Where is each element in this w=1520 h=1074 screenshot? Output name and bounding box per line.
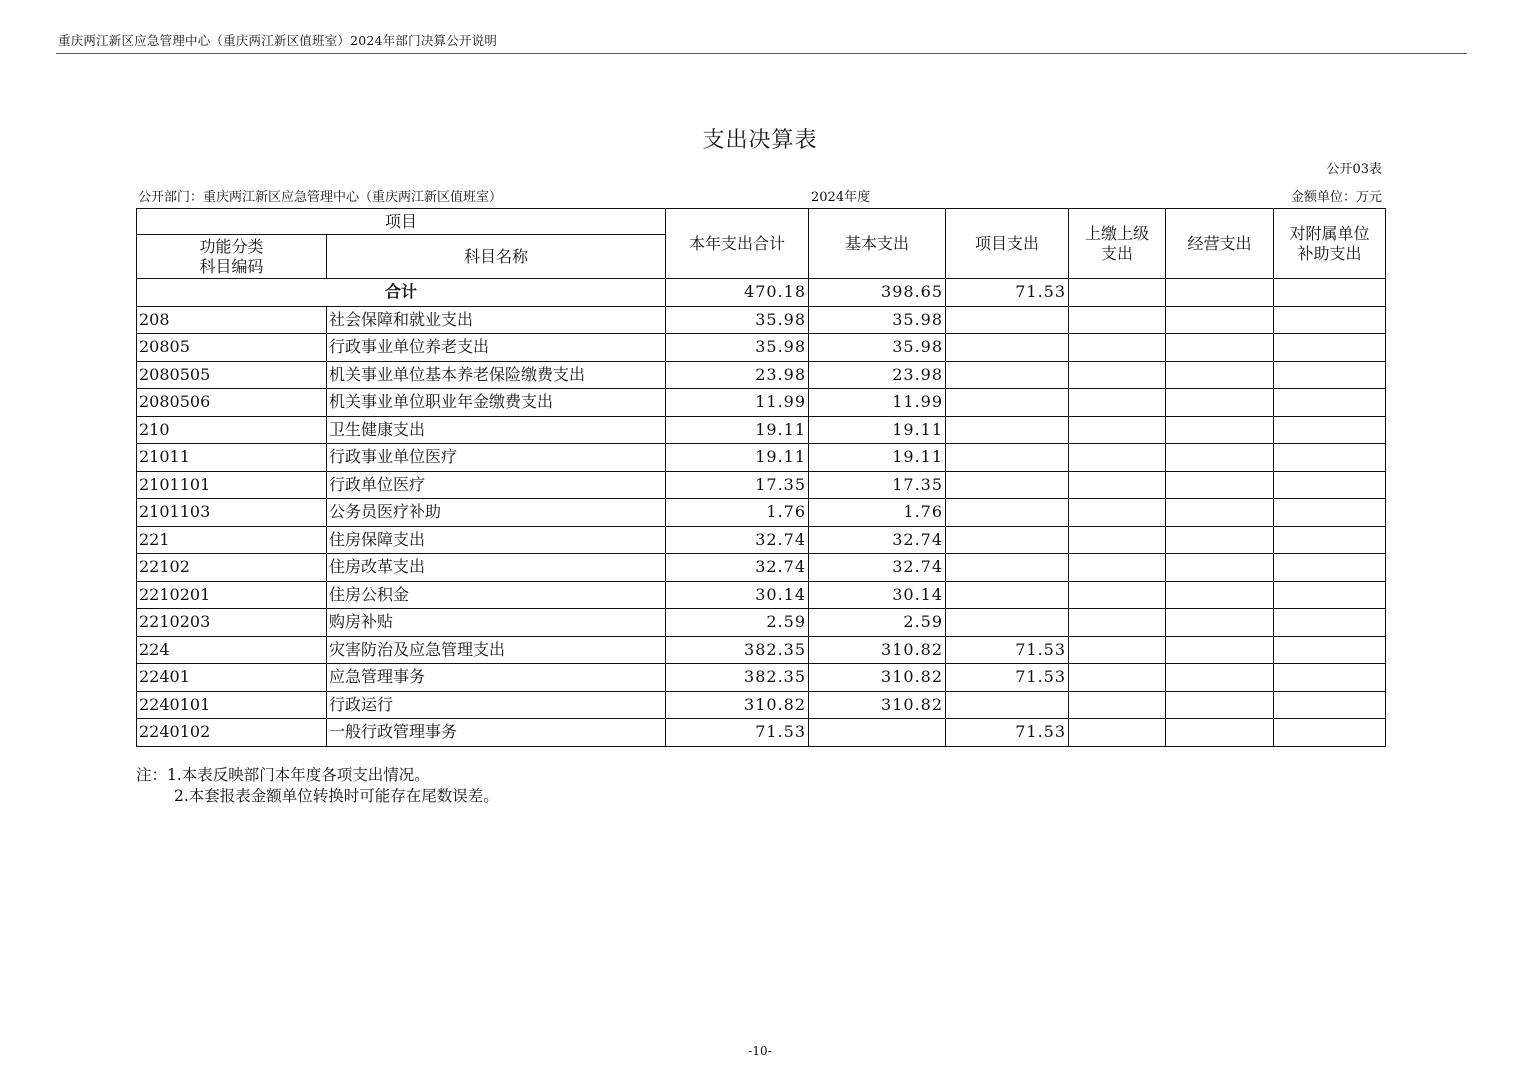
row-business: [1166, 444, 1274, 472]
row-total: 30.14: [666, 581, 809, 609]
row-business: [1166, 499, 1274, 527]
row-code: 221: [137, 526, 327, 554]
row-subsidy: [1274, 664, 1386, 692]
table-row: [137, 416, 1386, 444]
row-subsidy: [1274, 471, 1386, 499]
header-subsidy: [1274, 209, 1386, 279]
row-code: 224: [137, 636, 327, 664]
fiscal-year-label: 2024年度: [811, 190, 871, 205]
header-basic: 基本支出: [809, 209, 946, 279]
table-row: [137, 609, 1386, 637]
row-subsidy: [1274, 389, 1386, 417]
row-business: [1166, 306, 1274, 334]
row-upper: [1069, 581, 1166, 609]
row-code: 2080506: [137, 389, 327, 417]
header-project-expense: 项目支出: [946, 209, 1069, 279]
department-label: 公开部门：重庆两江新区应急管理中心（重庆两江新区值班室）: [138, 190, 503, 205]
header-subsidy-line2: 补助支出: [1297, 243, 1362, 263]
row-business: [1166, 664, 1274, 692]
header-subject-name: 科目名称: [327, 235, 666, 279]
row-business: [1166, 471, 1274, 499]
row-basic: 1.76: [809, 499, 946, 527]
row-basic: [809, 719, 946, 747]
row-total: 382.35: [666, 664, 809, 692]
row-upper: [1069, 664, 1166, 692]
total-label: 合计: [137, 279, 666, 307]
row-upper: [1069, 499, 1166, 527]
header-business: 经营支出: [1166, 209, 1274, 279]
total-business: [1166, 279, 1274, 307]
row-project: [946, 306, 1069, 334]
row-basic: 19.11: [809, 444, 946, 472]
note-1: 注：1.本表反映部门本年度各项支出情况。: [136, 766, 430, 784]
table-row: [137, 526, 1386, 554]
header-function-code: [137, 235, 327, 279]
row-code: 2101103: [137, 499, 327, 527]
total-upper: [1069, 279, 1166, 307]
row-basic: 2.59: [809, 609, 946, 637]
header-code-line2: 科目编码: [199, 256, 264, 276]
total-row: [137, 279, 1386, 307]
row-total: 71.53: [666, 719, 809, 747]
table-row: [137, 444, 1386, 472]
row-total: 1.76: [666, 499, 809, 527]
row-code: 2101101: [137, 471, 327, 499]
row-basic: 35.98: [809, 306, 946, 334]
row-code: 208: [137, 306, 327, 334]
expenditure-table: [136, 208, 1386, 747]
row-total: 19.11: [666, 444, 809, 472]
row-subsidy: [1274, 361, 1386, 389]
row-name: 机关事业单位职业年金缴费支出: [327, 389, 666, 417]
row-code: 2210201: [137, 581, 327, 609]
row-code: 2240102: [137, 719, 327, 747]
total-amount: 470.18: [666, 279, 809, 307]
row-business: [1166, 554, 1274, 582]
row-subsidy: [1274, 581, 1386, 609]
row-basic: 32.74: [809, 554, 946, 582]
row-subsidy: [1274, 554, 1386, 582]
row-project: [946, 416, 1069, 444]
row-code: 2210203: [137, 609, 327, 637]
row-project: [946, 444, 1069, 472]
row-name: 一般行政管理事务: [327, 719, 666, 747]
row-total: 35.98: [666, 334, 809, 362]
row-project: [946, 691, 1069, 719]
row-business: [1166, 416, 1274, 444]
row-subsidy: [1274, 306, 1386, 334]
total-basic: 398.65: [809, 279, 946, 307]
row-subsidy: [1274, 416, 1386, 444]
row-project: [946, 361, 1069, 389]
table-row: [137, 334, 1386, 362]
row-upper: [1069, 719, 1166, 747]
header-code-line1: 功能分类: [199, 236, 264, 256]
row-basic: 310.82: [809, 636, 946, 664]
row-business: [1166, 361, 1274, 389]
row-total: 17.35: [666, 471, 809, 499]
row-total: 11.99: [666, 389, 809, 417]
row-subsidy: [1274, 691, 1386, 719]
row-upper: [1069, 554, 1166, 582]
page-title: 支出决算表: [702, 128, 818, 153]
row-basic: 32.74: [809, 526, 946, 554]
row-total: 32.74: [666, 526, 809, 554]
row-upper: [1069, 361, 1166, 389]
row-project: [946, 471, 1069, 499]
header-rule: [56, 53, 1467, 54]
row-project: 71.53: [946, 719, 1069, 747]
row-subsidy: [1274, 334, 1386, 362]
row-basic: 17.35: [809, 471, 946, 499]
total-project: 71.53: [946, 279, 1069, 307]
row-total: 19.11: [666, 416, 809, 444]
row-project: 71.53: [946, 636, 1069, 664]
row-upper: [1069, 444, 1166, 472]
row-subsidy: [1274, 499, 1386, 527]
row-project: [946, 609, 1069, 637]
row-name: 住房公积金: [327, 581, 666, 609]
row-basic: 310.82: [809, 691, 946, 719]
row-name: 机关事业单位基本养老保险缴费支出: [327, 361, 666, 389]
table-number: 公开03表: [1326, 162, 1382, 177]
row-total: 310.82: [666, 691, 809, 719]
row-basic: 23.98: [809, 361, 946, 389]
row-business: [1166, 691, 1274, 719]
row-upper: [1069, 691, 1166, 719]
row-code: 22401: [137, 664, 327, 692]
row-code: 20805: [137, 334, 327, 362]
row-total: 35.98: [666, 306, 809, 334]
table-row: [137, 581, 1386, 609]
row-business: [1166, 719, 1274, 747]
header-project: 项目: [137, 209, 666, 235]
row-upper: [1069, 389, 1166, 417]
row-subsidy: [1274, 609, 1386, 637]
row-project: [946, 499, 1069, 527]
row-business: [1166, 581, 1274, 609]
row-business: [1166, 609, 1274, 637]
row-name: 社会保障和就业支出: [327, 306, 666, 334]
header-upper-payment: [1069, 209, 1166, 279]
row-subsidy: [1274, 444, 1386, 472]
row-name: 行政单位医疗: [327, 471, 666, 499]
row-basic: 11.99: [809, 389, 946, 417]
row-total: 2.59: [666, 609, 809, 637]
row-total: 382.35: [666, 636, 809, 664]
row-project: [946, 526, 1069, 554]
row-project: [946, 334, 1069, 362]
row-business: [1166, 526, 1274, 554]
row-subsidy: [1274, 636, 1386, 664]
row-code: 210: [137, 416, 327, 444]
table-row: [137, 636, 1386, 664]
table-row: [137, 471, 1386, 499]
row-basic: 30.14: [809, 581, 946, 609]
row-name: 行政运行: [327, 691, 666, 719]
row-name: 公务员医疗补助: [327, 499, 666, 527]
table-row: [137, 499, 1386, 527]
amount-unit-label: 金额单位：万元: [1290, 190, 1382, 205]
row-project: [946, 554, 1069, 582]
row-upper: [1069, 471, 1166, 499]
row-code: 21011: [137, 444, 327, 472]
table-row: [137, 719, 1386, 747]
row-total: 23.98: [666, 361, 809, 389]
row-basic: 19.11: [809, 416, 946, 444]
row-basic: 310.82: [809, 664, 946, 692]
table-row: [137, 361, 1386, 389]
row-name: 行政事业单位养老支出: [327, 334, 666, 362]
row-subsidy: [1274, 526, 1386, 554]
header-subsidy-line1: 对附属单位: [1289, 223, 1370, 243]
page-number: -10-: [748, 1044, 772, 1058]
row-upper: [1069, 609, 1166, 637]
row-code: 2240101: [137, 691, 327, 719]
row-code: 22102: [137, 554, 327, 582]
row-business: [1166, 334, 1274, 362]
table-row: [137, 664, 1386, 692]
row-code: 2080505: [137, 361, 327, 389]
row-basic: 35.98: [809, 334, 946, 362]
note-2: 2.本套报表金额单位转换时可能存在尾数误差。: [174, 787, 499, 805]
row-name: 住房改革支出: [327, 554, 666, 582]
row-name: 卫生健康支出: [327, 416, 666, 444]
table-row: [137, 691, 1386, 719]
row-upper: [1069, 306, 1166, 334]
row-total: 32.74: [666, 554, 809, 582]
row-upper: [1069, 526, 1166, 554]
row-name: 购房补贴: [327, 609, 666, 637]
table-row: [137, 389, 1386, 417]
table-row: [137, 306, 1386, 334]
row-project: 71.53: [946, 664, 1069, 692]
row-name: 住房保障支出: [327, 526, 666, 554]
row-name: 行政事业单位医疗: [327, 444, 666, 472]
row-upper: [1069, 334, 1166, 362]
table-notes: [136, 765, 499, 807]
row-project: [946, 389, 1069, 417]
row-name: 应急管理事务: [327, 664, 666, 692]
header-upper-line2: 支出: [1101, 243, 1134, 263]
row-name: 灾害防治及应急管理支出: [327, 636, 666, 664]
row-project: [946, 581, 1069, 609]
total-subsidy: [1274, 279, 1386, 307]
header-upper-line1: 上缴上级: [1085, 223, 1150, 243]
row-upper: [1069, 636, 1166, 664]
running-header: 重庆两江新区应急管理中心（重庆两江新区值班室）2024年部门决算公开说明: [58, 33, 498, 48]
row-subsidy: [1274, 719, 1386, 747]
row-business: [1166, 636, 1274, 664]
table-row: [137, 554, 1386, 582]
header-total: 本年支出合计: [666, 209, 809, 279]
row-upper: [1069, 416, 1166, 444]
row-business: [1166, 389, 1274, 417]
